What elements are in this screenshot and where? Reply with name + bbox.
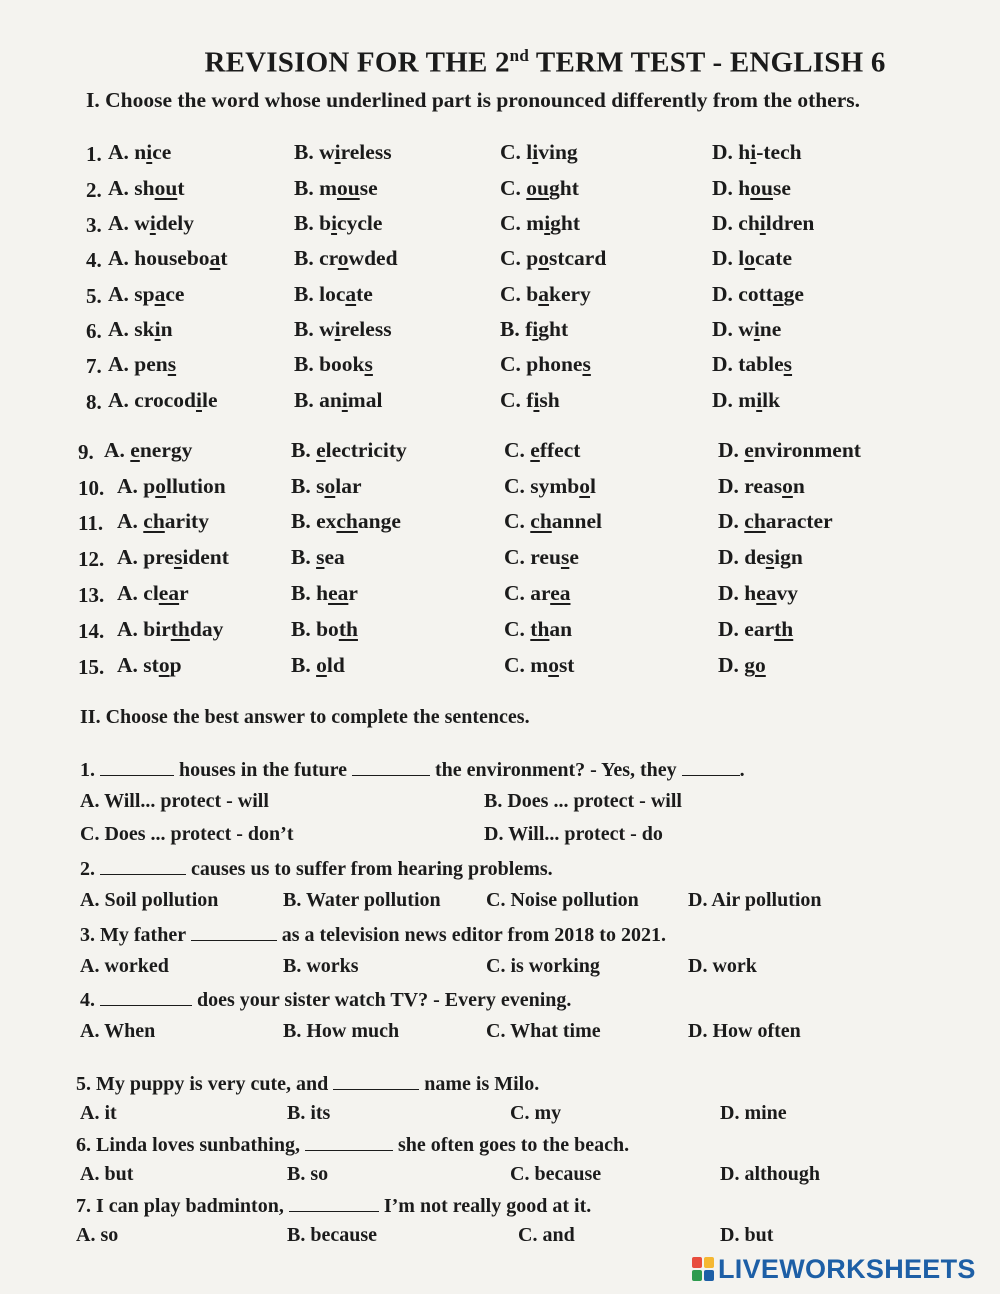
option-b[interactable]: B. exchange (291, 509, 401, 533)
answer-option-c[interactable]: C. because (510, 1163, 602, 1185)
underlined-part: ch (530, 509, 552, 533)
answer-option-b[interactable]: B. its (287, 1102, 331, 1124)
answer-option-b[interactable]: B. Water pollution (283, 889, 441, 911)
underlined-part: i (750, 140, 757, 164)
pronunciation-question-8 (0, 388, 1000, 422)
option-c[interactable]: C. effect (504, 438, 581, 462)
underlined-part: i (544, 211, 551, 235)
answer-option-b[interactable]: B. Does ... protect - will (484, 790, 682, 812)
underlined-part: i (532, 140, 539, 164)
answer-option-b[interactable]: B. so (287, 1163, 329, 1185)
option-b[interactable]: B. old (291, 653, 345, 677)
underlined-part: ea (158, 581, 180, 605)
underlined-part: th (530, 617, 550, 641)
option-b[interactable]: B. both (291, 617, 358, 641)
question-number: 10. (78, 476, 105, 500)
underlined-part: e (130, 438, 140, 462)
option-a[interactable]: A. space (108, 282, 185, 306)
option-a[interactable]: A. energy (104, 438, 193, 462)
section-2-heading: II. Choose the best answer to complete the sentences. (80, 706, 530, 728)
logo-square (704, 1257, 714, 1268)
answer-blank[interactable] (352, 757, 430, 776)
option-d[interactable]: D. character (718, 509, 833, 533)
underlined-part: ou (337, 176, 360, 200)
answer-option-c[interactable]: C. my (510, 1102, 562, 1124)
underlined-part: s (582, 352, 591, 376)
answer-option-d[interactable]: D. but (720, 1224, 774, 1246)
option-c[interactable]: C. might (500, 211, 581, 235)
answer-blank[interactable] (191, 922, 277, 941)
underlined-part: o (782, 474, 793, 498)
option-a[interactable]: A. stop (117, 653, 182, 677)
option-a[interactable]: A. houseboat (108, 246, 228, 270)
sentence-question-5 (76, 1071, 539, 1096)
underlined-part: ch (336, 509, 358, 533)
option-b[interactable]: B. electricity (291, 438, 407, 462)
question-number: 1. (86, 142, 102, 166)
answer-option-a[interactable]: A. so (76, 1224, 119, 1246)
option-b[interactable]: B. mouse (294, 176, 378, 200)
underlined-part: o (324, 474, 336, 498)
underlined-part: o (579, 474, 591, 498)
sentence-text: . (739, 759, 745, 781)
answer-option-a[interactable]: A. worked (80, 955, 169, 977)
pronunciation-question-2 (0, 176, 1000, 210)
option-d[interactable]: D. hi-tech (712, 140, 802, 164)
option-d[interactable]: D. children (712, 211, 815, 235)
option-b[interactable]: B. solar (291, 474, 362, 498)
question-number: 6. (86, 319, 102, 343)
underlined-part: a (345, 282, 357, 306)
sentence-text: causes us to suffer from hearing problems. (186, 858, 553, 880)
answer-option-d[interactable]: D. work (688, 955, 757, 977)
option-c[interactable]: C. most (504, 653, 575, 677)
question-number: 8. (86, 390, 102, 414)
title-superscript: nd (509, 46, 529, 65)
underlined-part: i (341, 388, 348, 412)
underlined-part: a (154, 282, 166, 306)
underlined-part: o (548, 653, 559, 677)
option-d[interactable]: D. design (718, 545, 803, 569)
question-number: 9. (78, 440, 94, 464)
answer-option-a[interactable]: A. Soil pollution (80, 889, 219, 911)
option-a[interactable]: A. widely (108, 211, 195, 235)
answer-option-c[interactable]: C. Noise pollution (486, 889, 639, 911)
answer-option-b[interactable]: B. How much (283, 1020, 400, 1042)
underlined-part: i (753, 317, 760, 341)
underlined-part: ea (328, 581, 349, 605)
answer-option-d[interactable]: D. mine (720, 1102, 787, 1124)
logo-square (704, 1270, 714, 1281)
pronunciation-question-9 (0, 438, 1000, 472)
answer-option-a[interactable]: A. it (80, 1102, 117, 1124)
underlined-part: a (772, 282, 784, 306)
underlined-part: i (759, 211, 766, 235)
page-title (0, 46, 1000, 80)
answer-option-d[interactable]: D. Will... protect - do (484, 823, 663, 845)
underlined-part: o (337, 246, 349, 270)
logo-icon (692, 1257, 714, 1281)
title-text-end: TERM TEST - ENGLISH 6 (528, 46, 886, 79)
underlined-part: s (560, 545, 570, 569)
sentence-text: 4. (80, 989, 100, 1011)
pronunciation-question-12 (0, 545, 1000, 579)
sentence-text: 2. (80, 858, 100, 880)
liveworksheets-logo (692, 1252, 976, 1286)
logo-square (692, 1257, 702, 1268)
underlined-part: ch (744, 509, 766, 533)
option-d[interactable]: D. reason (718, 474, 805, 498)
sentence-text: 6. Linda loves sunbathing, (76, 1134, 305, 1156)
answer-option-c[interactable]: C. is working (486, 955, 600, 977)
underlined-part: i (154, 317, 161, 341)
underlined-part: ch (143, 509, 165, 533)
underlined-part: i (533, 388, 540, 412)
answer-blank[interactable] (100, 987, 192, 1006)
underlined-part: ea (756, 581, 777, 605)
question-number: 11. (78, 511, 104, 535)
question-number: 12. (78, 547, 105, 571)
question-number: 5. (86, 284, 102, 308)
question-number: 15. (78, 655, 105, 679)
option-b[interactable]: B. wireless (294, 140, 392, 164)
option-d[interactable]: D. environment (718, 438, 861, 462)
option-c[interactable]: C. living (500, 140, 578, 164)
underlined-part: s (765, 545, 775, 569)
sentence-question-7 (76, 1193, 591, 1218)
sentence-text: as a television news editor from 2018 to 2021. (276, 924, 666, 946)
sentence-text: name is Milo. (419, 1073, 540, 1095)
question-number: 14. (78, 619, 105, 643)
option-b[interactable]: B. books (294, 352, 373, 376)
option-b[interactable]: B. locate (294, 282, 373, 306)
pronunciation-question-6 (0, 317, 1000, 351)
sentence-text: does your sister watch TV? - Every evening. (192, 989, 572, 1011)
sentence-text: 7. I can play badminton, (76, 1195, 289, 1217)
underlined-part: ea (550, 581, 571, 605)
option-c[interactable]: C. area (504, 581, 571, 605)
underlined-part: i (149, 211, 156, 235)
underlined-part: o (155, 474, 166, 498)
question-number: 4. (86, 248, 102, 272)
underlined-part: o (316, 653, 327, 677)
underlined-part: a (538, 282, 549, 306)
option-c[interactable]: C. than (504, 617, 573, 641)
option-c[interactable]: C. ought (500, 176, 579, 200)
pronunciation-question-14 (0, 617, 1000, 651)
underlined-part: s (167, 352, 177, 376)
answer-option-c[interactable]: C. Does ... protect - don’t (80, 823, 294, 845)
underlined-part: e (316, 438, 326, 462)
option-c[interactable]: C. fish (500, 388, 560, 412)
underlined-part: s (364, 352, 373, 376)
option-d[interactable]: D. go (718, 653, 766, 677)
question-number: 7. (86, 354, 102, 378)
title-text: REVISION FOR THE 2 (204, 46, 510, 79)
underlined-part: th (338, 617, 358, 641)
sentence-text: 3. My father (80, 924, 191, 946)
answer-option-b[interactable]: B. because (287, 1224, 377, 1246)
underlined-part: s (783, 352, 793, 376)
option-c[interactable]: C. symbol (504, 474, 596, 498)
answer-blank[interactable] (333, 1071, 419, 1090)
underlined-part: s (173, 545, 183, 569)
sentence-text: 5. My puppy is very cute, and (76, 1073, 334, 1095)
option-d[interactable]: D. house (712, 176, 791, 200)
underlined-part: i (532, 317, 539, 341)
question-number: 13. (78, 583, 105, 607)
option-c[interactable]: B. fight (500, 317, 569, 341)
option-c[interactable]: C. channel (504, 509, 602, 533)
pronunciation-question-13 (0, 581, 1000, 615)
option-b[interactable]: B. wireless (294, 317, 392, 341)
underlined-part: o (755, 653, 766, 677)
underlined-part: i (331, 211, 338, 235)
option-b[interactable]: B. animal (294, 388, 383, 412)
underlined-part: i (334, 317, 341, 341)
option-d[interactable]: D. tables (712, 352, 793, 376)
underlined-part: e (744, 438, 754, 462)
pronunciation-question-10 (0, 474, 1000, 508)
option-a[interactable]: A. nice (108, 140, 172, 164)
pronunciation-question-11 (0, 509, 1000, 543)
underlined-part: i (334, 140, 341, 164)
answer-option-d[interactable]: D. although (720, 1163, 821, 1185)
question-number: 3. (86, 213, 102, 237)
option-a[interactable]: A. president (117, 545, 229, 569)
logo-square (692, 1270, 702, 1281)
pronunciation-question-1 (0, 140, 1000, 174)
answer-option-c[interactable]: C. and (518, 1224, 575, 1246)
section-1-heading: I. Choose the word whose underlined part is pronounced differently from the others. (86, 88, 861, 112)
answer-option-a[interactable]: A. Will... protect - will (80, 790, 269, 812)
underlined-part: a (209, 246, 221, 270)
sentence-question-2 (80, 856, 553, 881)
sentence-text: I’m not really good at it. (378, 1195, 592, 1217)
answer-blank[interactable] (682, 757, 740, 776)
pronunciation-question-7 (0, 352, 1000, 386)
answer-option-a[interactable]: A. When (80, 1020, 156, 1042)
underlined-part: th (170, 617, 190, 641)
sentence-text: the environment? - Yes, they (430, 759, 682, 781)
option-b[interactable]: B. crowded (294, 246, 398, 270)
option-a[interactable]: A. clear (117, 581, 189, 605)
option-b[interactable]: B. bicycle (294, 211, 383, 235)
answer-blank[interactable] (100, 757, 174, 776)
answer-blank[interactable] (289, 1193, 379, 1212)
pronunciation-question-3 (0, 211, 1000, 245)
answer-option-b[interactable]: B. works (283, 955, 359, 977)
option-d[interactable]: D. wine (712, 317, 782, 341)
underlined-part: i (195, 388, 202, 412)
option-d[interactable]: D. earth (718, 617, 794, 641)
sentence-text: houses in the future (174, 759, 352, 781)
pronunciation-question-4 (0, 246, 1000, 280)
option-a[interactable]: A. birthday (117, 617, 224, 641)
pronunciation-question-15 (0, 653, 1000, 687)
pronunciation-question-5 (0, 282, 1000, 316)
answer-blank[interactable] (100, 856, 186, 875)
option-a[interactable]: A. skin (108, 317, 173, 341)
answer-option-c[interactable]: C. What time (486, 1020, 601, 1042)
underlined-part: i (146, 140, 153, 164)
sentence-question-4 (80, 987, 571, 1012)
underlined-part: s (316, 545, 325, 569)
underlined-part: i (756, 388, 763, 412)
answer-option-d[interactable]: D. How often (688, 1020, 801, 1042)
underlined-part: ou (750, 176, 773, 200)
sentence-text: 1. (80, 759, 100, 781)
option-a[interactable]: A. crocodile (108, 388, 218, 412)
underlined-part: e (530, 438, 540, 462)
answer-blank[interactable] (305, 1132, 393, 1151)
option-c[interactable]: C. reuse (504, 545, 579, 569)
underlined-part: o (158, 653, 170, 677)
option-c[interactable]: C. postcard (500, 246, 607, 270)
answer-option-a[interactable]: A. but (80, 1163, 134, 1185)
option-d[interactable]: D. heavy (718, 581, 799, 605)
logo-text: LIVEWORKSHEETS (718, 1253, 976, 1284)
option-d[interactable]: D. milk (712, 388, 781, 412)
sentence-text: she often goes to the beach. (392, 1134, 630, 1156)
option-c[interactable]: C. bakery (500, 282, 591, 306)
option-d[interactable]: D. cottage (712, 282, 804, 306)
option-a[interactable]: A. pollution (117, 474, 226, 498)
option-a[interactable]: A. pens (108, 352, 177, 376)
sentence-question-1 (80, 757, 745, 782)
option-a[interactable]: A. shout (108, 176, 185, 200)
option-b[interactable]: B. sea (291, 545, 345, 569)
option-c[interactable]: C. phones (500, 352, 591, 376)
option-b[interactable]: B. hear (291, 581, 358, 605)
option-a[interactable]: A. charity (117, 509, 209, 533)
underlined-part: o (744, 246, 755, 270)
sentence-question-3 (80, 922, 666, 947)
sentence-question-6 (76, 1132, 629, 1157)
answer-option-d[interactable]: D. Air pollution (688, 889, 822, 911)
underlined-part: o (538, 246, 549, 270)
question-number: 2. (86, 178, 102, 202)
underlined-part: ou (526, 176, 549, 200)
underlined-part: ou (154, 176, 178, 200)
underlined-part: th (774, 617, 794, 641)
option-d[interactable]: D. locate (712, 246, 792, 270)
